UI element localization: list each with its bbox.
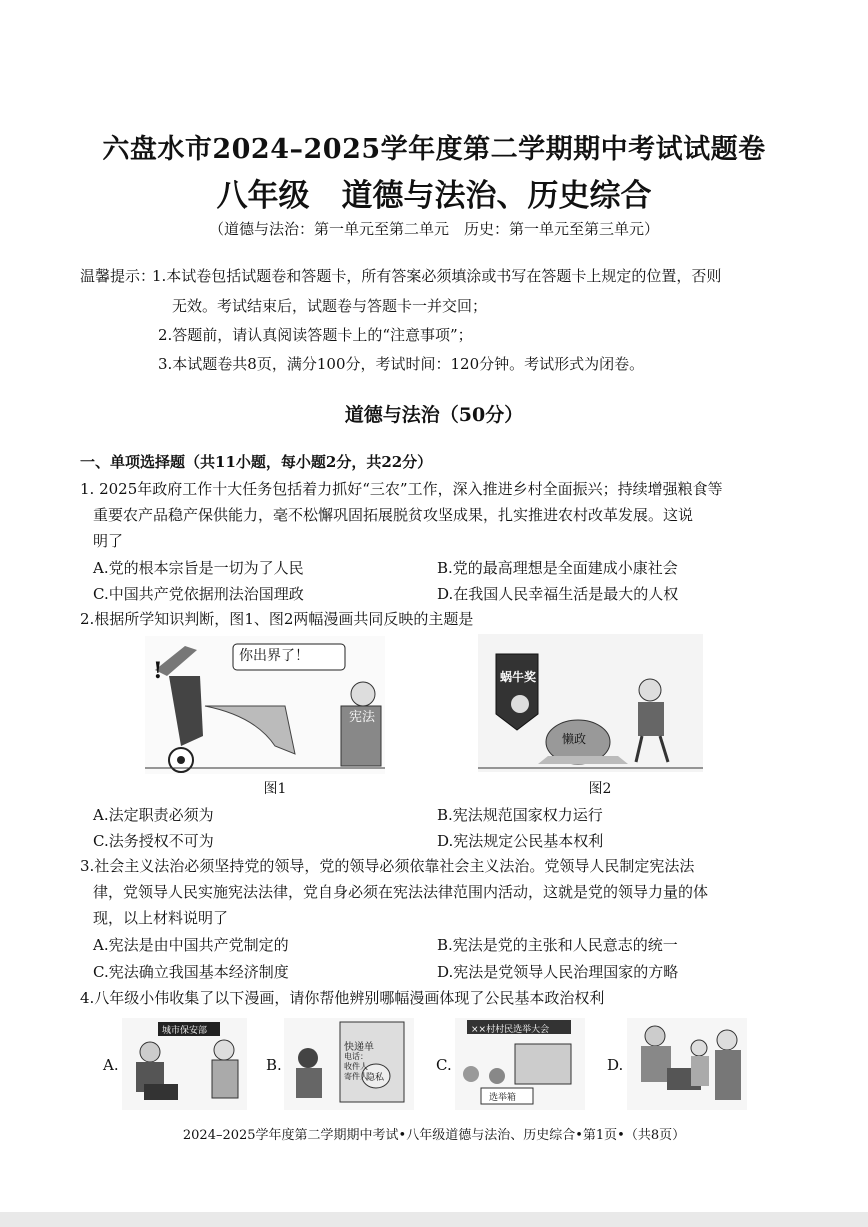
bottom-edge	[0, 1212, 868, 1227]
q3-option-b: B.宪法是党的主张和人民意志的统一	[437, 936, 678, 954]
q1-option-c: C.中国共产党依据刑法治国理政	[93, 585, 304, 603]
q4-a-sign: 城市保安部	[162, 1026, 208, 1036]
exclamation-icon: !	[153, 658, 163, 684]
q4-label-b: B.	[266, 1056, 282, 1074]
q4-image-c	[455, 1018, 585, 1110]
q2-option-c: C.法务授权不可为	[93, 832, 214, 850]
figure-1-label: 图1	[263, 781, 287, 797]
page-footer: 2024–2025学年度第二学期期中考试•八年级道德与法治、历史综合•第1页•（共8页）	[182, 1128, 686, 1143]
figure-2-cartoon	[478, 634, 703, 772]
q3-option-d: D.宪法是党领导人民治理国家的方略	[437, 963, 679, 981]
figure-2-label: 图2	[588, 781, 612, 797]
q4-image-a	[122, 1018, 247, 1110]
part1-title: 一、单项选择题（共11小题，每小题2分，共22分）	[80, 453, 433, 471]
notice-label: 温馨提示：	[80, 267, 156, 285]
exam-scope: （道德与法治：第一单元至第二单元 历史：第一单元至第三单元）	[208, 220, 659, 238]
q2-stem: 2.根据所学知识判断，图1、图2两幅漫画共同反映的主题是	[80, 610, 474, 628]
exam-subtitle	[0, 170, 868, 215]
notice-item-3: 3.本试题卷共8页，满分100分，考试时间：120分钟。考试形式为闭卷。	[158, 355, 645, 373]
notice-item-1a: 1.本试卷包括试题卷和答题卡，所有答案必须填涂或书写在答题卡上规定的位置，否则	[152, 267, 722, 285]
q1-option-b: B.党的最高理想是全面建成小康社会	[437, 559, 678, 577]
section-title: 道德与法治（50分）	[344, 404, 524, 426]
q1-stem-line3: 明了	[93, 532, 124, 550]
q2-option-b: B.宪法规范国家权力运行	[437, 806, 603, 824]
fig1-speech-bubble: 你出界了！	[239, 648, 309, 664]
q2-option-d: D.宪法规定公民基本权利	[437, 832, 604, 850]
q1-stem-line1: 1. 2025年政府工作十大任务包括着力抓好“三农”工作，深入推进乡村全面振兴；持续增强粮食等	[80, 480, 723, 498]
q4-b-box-title: 快递单	[344, 1042, 374, 1053]
q4-image-b	[284, 1018, 414, 1110]
q2-option-a: A.法定职责必须为	[93, 806, 214, 824]
q4-image-d	[627, 1018, 747, 1110]
figure-1-cartoon	[145, 636, 385, 774]
notice-item-1b: 无效。考试结束后，试题卷与答题卡一并交回；	[172, 297, 488, 315]
q1-option-a: A.党的根本宗旨是一切为了人民	[93, 559, 304, 577]
q1-option-d: D.在我国人民幸福生活是最大的人权	[437, 585, 679, 603]
fig2-shell-label: 懒政	[562, 732, 587, 746]
fig2-banner-label: 蜗牛奖	[500, 670, 537, 684]
notice-item-2: 2.答题前，请认真阅读答题卡上的“注意事项”；	[158, 326, 473, 344]
fig1-shirt-label: 宪法	[349, 710, 376, 725]
q1-stem-line2: 重要农产品稳产保供能力，毫不松懈巩固拓展脱贫攻坚成果，扎实推进农村改革发展。这说	[93, 506, 694, 524]
q3-stem-line2: 律，党领导人民实施宪法法律，党自身必须在宪法法律范围内活动，这就是党的领导力量的体	[93, 883, 709, 901]
q4-c-ballot-box: 选举箱	[489, 1093, 517, 1103]
grade-label: 八年级	[216, 178, 310, 214]
q4-label-d: D.	[607, 1056, 624, 1074]
q3-option-a: A.宪法是由中国共产党制定的	[93, 936, 289, 954]
exam-title: 六盘水市2024–2025学年度第二学期期中考试试题卷	[102, 134, 766, 165]
q4-label-c: C.	[436, 1056, 452, 1074]
q4-b-badge: 隐私	[366, 1073, 385, 1083]
q3-stem-line3: 现，以上材料说明了	[93, 909, 229, 927]
q4-label-a: A.	[103, 1056, 119, 1074]
q4-c-banner: ××村村民选举大会	[471, 1025, 550, 1035]
q4-stem: 4.八年级小伟收集了以下漫画，请你帮他辨别哪幅漫画体现了公民基本政治权利	[80, 989, 605, 1007]
q3-stem-line1: 3.社会主义法治必须坚持党的领导，党的领导必须依靠社会主义法治。党领导人民制定宪法法	[80, 857, 695, 875]
q4-b-box-lines: 电话： 收件人 寄件人	[344, 1052, 368, 1081]
subject-label: 道德与法治、历史综合	[341, 178, 652, 214]
q3-option-c: C.宪法确立我国基本经济制度	[93, 963, 289, 981]
